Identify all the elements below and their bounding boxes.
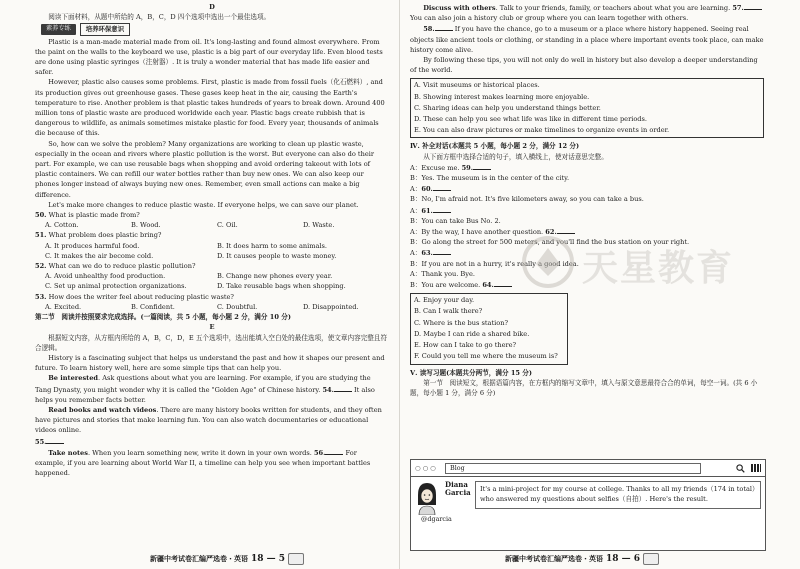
- box-option: C. Where is the bus station?: [414, 318, 508, 327]
- dialog-line: A：60.: [410, 183, 764, 194]
- answer-blank-59[interactable]: [473, 162, 491, 170]
- dialog-line: B：You are welcome. 64.: [410, 279, 764, 290]
- q51-option[interactable]: D. It causes people to waste money.: [217, 251, 337, 260]
- q51-options: [45, 241, 389, 261]
- dialog-line: B：If you are not in a hurry, it's really a good idea.: [410, 259, 579, 268]
- publisher-seal-icon: [643, 553, 659, 565]
- dialog-line: B：No, I'm afraid not. It's five kilometers away, so you can take a bus.: [410, 195, 644, 204]
- passage-d-para4: Let's make more changes to reduce plastic waste. If everyone helps, we can save our planet.: [48, 200, 359, 209]
- blog-window: [410, 459, 766, 551]
- box-option: A. Visit museums or historical places.: [414, 81, 540, 90]
- q51-option[interactable]: C. It makes the air become cold.: [45, 251, 154, 260]
- section-5-instruction: 第一节 阅读短文，根据语篇内容，在方框内的缩写文章中，填入与原文意思最符合合的单词，每空一词。(共 6 小题，每小题 1 分，满分 6 分): [410, 378, 758, 397]
- q53-option[interactable]: D. Disappointed.: [303, 302, 359, 311]
- window-controls[interactable]: ○○○: [415, 464, 438, 472]
- instruction-d: 阅读下面材料，从题中所给的 A，B，C，D 四个选项中选出一个最佳选项。: [48, 13, 271, 22]
- q53-options: [45, 302, 389, 312]
- page-number-left: 18 — 5: [251, 554, 286, 564]
- box-option: C. Sharing ideas can help you understand things better.: [414, 103, 601, 112]
- question-53: 53. How does the writer feel about reducing plastic waste?: [35, 292, 234, 301]
- box-option: F. Could you tell me where the museum is?: [414, 352, 558, 361]
- answer-blank-63[interactable]: [433, 247, 451, 255]
- blog-content: [411, 477, 765, 527]
- section-4-heading: Ⅳ. 补全对话(本题共 5 小题，每小题 2 分，满分 12 分): [410, 142, 580, 151]
- question-52: 52. What can we do to reduce plastic pollution?: [35, 262, 196, 271]
- box-option: B. Showing interest makes learning more enjoyable.: [414, 92, 590, 101]
- dialog-line: A：63.: [410, 247, 764, 258]
- section-2-heading: 第二节 阅读并按照要求完成选择。(一篇阅读，共 5 小题，每小题 2 分，满分 10 分): [35, 313, 291, 322]
- page-divider: [399, 0, 400, 569]
- left-footer: 新疆中考试卷汇编严选卷・英语 18 — 5: [150, 553, 304, 565]
- box-option: E. How can I take to go there?: [414, 341, 517, 350]
- watermark-logo-icon: [520, 234, 576, 290]
- blog-toolbar: [411, 460, 765, 477]
- box-option: A. Enjoy your day.: [414, 296, 475, 305]
- dialog-line: B：Go along the street for 500 meters, and you'll find the bus station on your right.: [410, 238, 690, 247]
- q50-option[interactable]: B. Wood.: [131, 221, 161, 230]
- section-letter-e: E: [209, 323, 215, 332]
- box-option: E. You can also draw pictures or make timelines to organize events in order.: [414, 126, 670, 135]
- blog-user: [415, 481, 475, 523]
- blog-post: It's a mini-project for my course at college. Thanks to all my friends（174 in total）who answered my questions about selfies（自拍）. Here's the result.: [475, 481, 761, 509]
- passage-d-para3: So, how can we solve the problem? Many organizations are working to clean up plastic waste, especially in the ocean and rivers where plastic pollution is the worst. But everyone can also do their part. For example, we can use reusable bags when shopping and avoid ordering takeout with lots of plastic containers. We can refill our water bottles rather than buy new ones. We can also keep our phones longer instead of always buying new ones. Remember, even small actions can make a big difference.: [35, 139, 374, 199]
- answer-blank-61[interactable]: [433, 205, 451, 213]
- dialog-line: B：Yes. The museum is in the center of the city.: [410, 174, 570, 183]
- answer-blank-56[interactable]: [325, 447, 343, 455]
- q50-option[interactable]: C. Oil.: [217, 221, 238, 230]
- passage-e-para3: Read books and watch videos. There are many history books written for students, and they often have pictures and stories that make learning fun. You can also watch documentaries or educational videos online.: [35, 405, 382, 435]
- dialog-line: A：Thank you. Bye.: [410, 269, 475, 278]
- q53-option[interactable]: B. Confident.: [131, 302, 175, 311]
- blog-handle[interactable]: @dgarcia: [421, 515, 452, 523]
- section-4-instruction: 从下面方框中选择合适的句子，填入横线上，使对话意思完整。: [423, 152, 608, 161]
- blog-author-name: Diana Garcia: [445, 480, 471, 497]
- right-footer: 新疆中考试卷汇编严选卷・英语 18 — 6: [505, 553, 659, 565]
- publisher-seal-icon: [288, 553, 304, 565]
- q50-options: [45, 220, 389, 230]
- blog-tab[interactable]: Blog: [445, 463, 701, 474]
- badge-tag: 素养专练: [41, 24, 76, 34]
- q52-option[interactable]: B. Change new phones every year.: [217, 272, 333, 281]
- left-page: [35, 2, 389, 478]
- passage-e-para1: History is a fascinating subject that helps us understand the past and how it shapes our present and future. To learn history well, here are some simple tips that can help you.: [35, 353, 385, 373]
- section-letter-d: D: [209, 3, 215, 11]
- q51-option[interactable]: B. It does harm to some animals.: [217, 241, 328, 250]
- search-icon[interactable]: [736, 464, 745, 473]
- watermark: 天星教育: [520, 232, 780, 292]
- answer-blank-55[interactable]: [46, 436, 64, 444]
- passage-d-para2: However, plastic also causes some problems. First, plastic is made from fossil fuels（化石燃料）, and its production gives out greenhouse gases. These gases keep heat in the air, causing the Earth's temperature to rise. Another problem is that plastic takes hundreds of years to break down. Around 400 million tons of plastic waste are produced worldwide each year. Plastic bags create rubbish that is dangerous to wildlife, as animals sometimes mistake plastic for food. Every year, thousands of animals die because of this.: [35, 78, 385, 138]
- box-option: D. Maybe I can ride a shared bike.: [414, 329, 530, 338]
- answer-blank-60[interactable]: [433, 183, 451, 191]
- box-option: B. Can I walk there?: [414, 307, 483, 316]
- passage-e-para5: Discuss with others. Talk to your friends, family, or teachers about what you are learning. 57. You can also join a history club or group where you can learn together with others.: [410, 2, 764, 23]
- box-option: D. These can help you see what life was like in different time periods.: [414, 115, 648, 124]
- q50-option[interactable]: D. Waste.: [303, 221, 335, 230]
- q53-option[interactable]: A. Excited.: [45, 302, 82, 311]
- answer-blank-58[interactable]: [435, 23, 453, 31]
- question-51: 51. What problem does plastic bring?: [35, 231, 162, 240]
- question-50: 50. What is plastic made from?: [35, 211, 140, 220]
- answer-blank-54[interactable]: [334, 384, 352, 392]
- q53-option[interactable]: C. Doubtful.: [217, 302, 258, 311]
- options-box-e: [410, 78, 764, 138]
- dialog-line: B：You can take Bus No. 2.: [410, 216, 501, 225]
- passage-e-para4: Take notes. When you learn something new, write it down in your own words. 56. For example, if you are learning about World War II, a timeline can help you see when important battles happened.: [35, 448, 371, 478]
- literacy-badge: [41, 23, 130, 35]
- q50-option[interactable]: A. Cotton.: [45, 221, 79, 230]
- dialog-line: A：Excuse me. 59.: [410, 162, 764, 173]
- q51-option[interactable]: A. It produces harmful food.: [45, 241, 140, 250]
- instruction-e: 根据短文内容，从方框内所给的 A，B，C，D，E 五个选项中，选出能填入空白处的最佳选项，使文章内容完整且符合逻辑。: [35, 333, 388, 352]
- grid-menu-icon[interactable]: [751, 464, 761, 472]
- dialog-line: A：61.: [410, 205, 764, 216]
- answer-blank-64[interactable]: [494, 279, 512, 287]
- answer-blank-57[interactable]: [744, 2, 762, 10]
- dialog-line: A：By the way, I have another question. 62.: [410, 226, 764, 237]
- blog-tools: [736, 464, 761, 473]
- q52-option[interactable]: A. Avoid unhealthy food production.: [45, 272, 166, 281]
- avatar-icon: [415, 481, 439, 515]
- q52-option[interactable]: D. Take reusable bags when shopping.: [217, 282, 346, 291]
- page-number-right: 18 — 6: [606, 554, 641, 564]
- right-page: [410, 2, 764, 398]
- passage-d-para1: Plastic is a man-made material made from oil. It's long-lasting and found almost everywhere. From the paint on the walls to the keyboard we use, plastic is a big part of our everyday life. Even blood tests are done using plastic syringes（注射器）. It is truly a wonder material that has made life easier and safer.: [35, 37, 383, 77]
- passage-e-para2: Be interested. Ask questions about what you are learning. For example, if you are studying the Tang Dynasty, you might wonder why it is called the "Golden Age" of Chinese history. 54. It also helps you remember facts better.: [35, 374, 375, 404]
- options-box-dialog: [410, 293, 568, 364]
- badge-title: 培养环保意识: [80, 23, 130, 35]
- q52-options: [45, 271, 389, 291]
- passage-e-para7: By following these tips, you will not only do well in history but also develop a deeper understanding of the world.: [410, 56, 758, 75]
- section-5-heading: Ⅴ. 读写习题(本题共分两节，满分 15 分): [410, 368, 533, 377]
- passage-e-blank55: 55.: [35, 436, 389, 447]
- q52-option[interactable]: C. Set up animal protection organizations.: [45, 282, 187, 291]
- passage-e-para6: 58. If you have the chance, go to a museum or a place where history happened. Seeing real objects like ancient tools or clothing, or standing in a place where important events took place, can make history come alive.: [410, 25, 764, 54]
